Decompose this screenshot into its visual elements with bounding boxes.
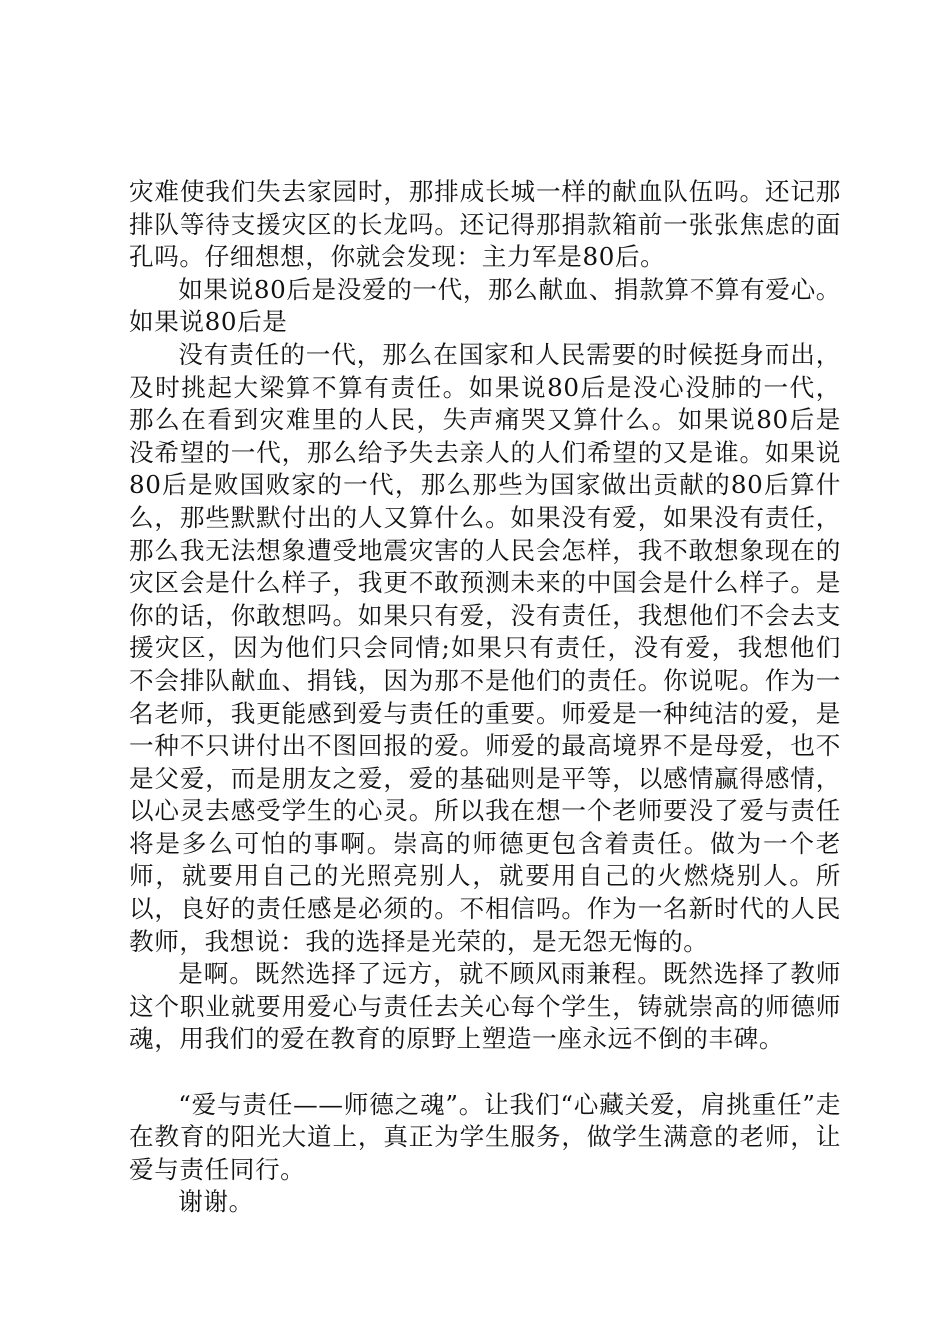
paragraph-3: 没有责任的一代，那么在国家和人民需要的时候挺身而出，及时挑起大梁算不算有责任。如果说80后是没心没肺的一代，那么在看到灾难里的人民，失声痛哭又算什么。如果说80后是没希望的一代，那么给予失去亲人的人们希望的又是谁。如果说80后是败国败家的一代，那么那些为国家做出贡献的80后算什么，那些默默付出的人又算什么。如果没有爱，如果没有责任，那么我无法想象遭受地震灾害的人民会怎样，我不敢想象现在的灾区会是什么样子，我更不敢预测未来的中国会是什么样子。是你的话，你敢想吗。如果只有爱，没有责任，我想他们不会去支援灾区，因为他们只会同情;如果只有责任，没有爱，我想他们不会排队献血、捐钱，因为那不是他们的责任。你说呢。作为一名老师，我更能感到爱与责任的重要。师爱是一种纯洁的爱，是一种不只讲付出不图回报的爱。师爱的最高境界不是母爱，也不是父爱，而是朋友之爱，爱的基础则是平等，以感情赢得感情，以心灵去感受学生的心灵。所以我在想一个老师要没了爱与责任将是多么可怕的事啊。崇高的师德更包含着责任。做为一个老师，就要用自己的光照亮别人，就要用自己的火燃烧别人。所以，良好的责任感是必须的。不相信吗。作为一名新时代的人民教师，我想说：我的选择是光荣的，是无怨无悔的。	[129, 339, 841, 956]
paragraph-1: 灾难使我们失去家园时，那排成长城一样的献血队伍吗。还记那排队等待支援灾区的长龙吗。还记得那捐款箱前一张张焦虑的面孔吗。仔细想想，你就会发现：主力军是80后。	[129, 177, 841, 272]
paragraph-4: 是啊。既然选择了远方，就不顾风雨兼程。既然选择了教师这个职业就要用爱心与责任去关心每个学生，铸就崇高的师德师魂，用我们的爱在教育的原野上塑造一座永远不倒的丰碑。	[129, 959, 841, 1054]
document-body	[129, 176, 841, 1219]
paragraph-2: 如果说80后是没爱的一代，那么献血、捐款算不算有爱心。如果说80后是	[129, 274, 841, 337]
paragraph-gap	[129, 1056, 841, 1089]
paragraph-6: 谢谢。	[178, 1187, 254, 1217]
paragraph-5: “爱与责任——师德之魂”。让我们“心藏关爱，肩挑重任”走在教育的阳光大道上，真正为学生服务，做学生满意的老师，让爱与责任同行。	[129, 1089, 841, 1184]
